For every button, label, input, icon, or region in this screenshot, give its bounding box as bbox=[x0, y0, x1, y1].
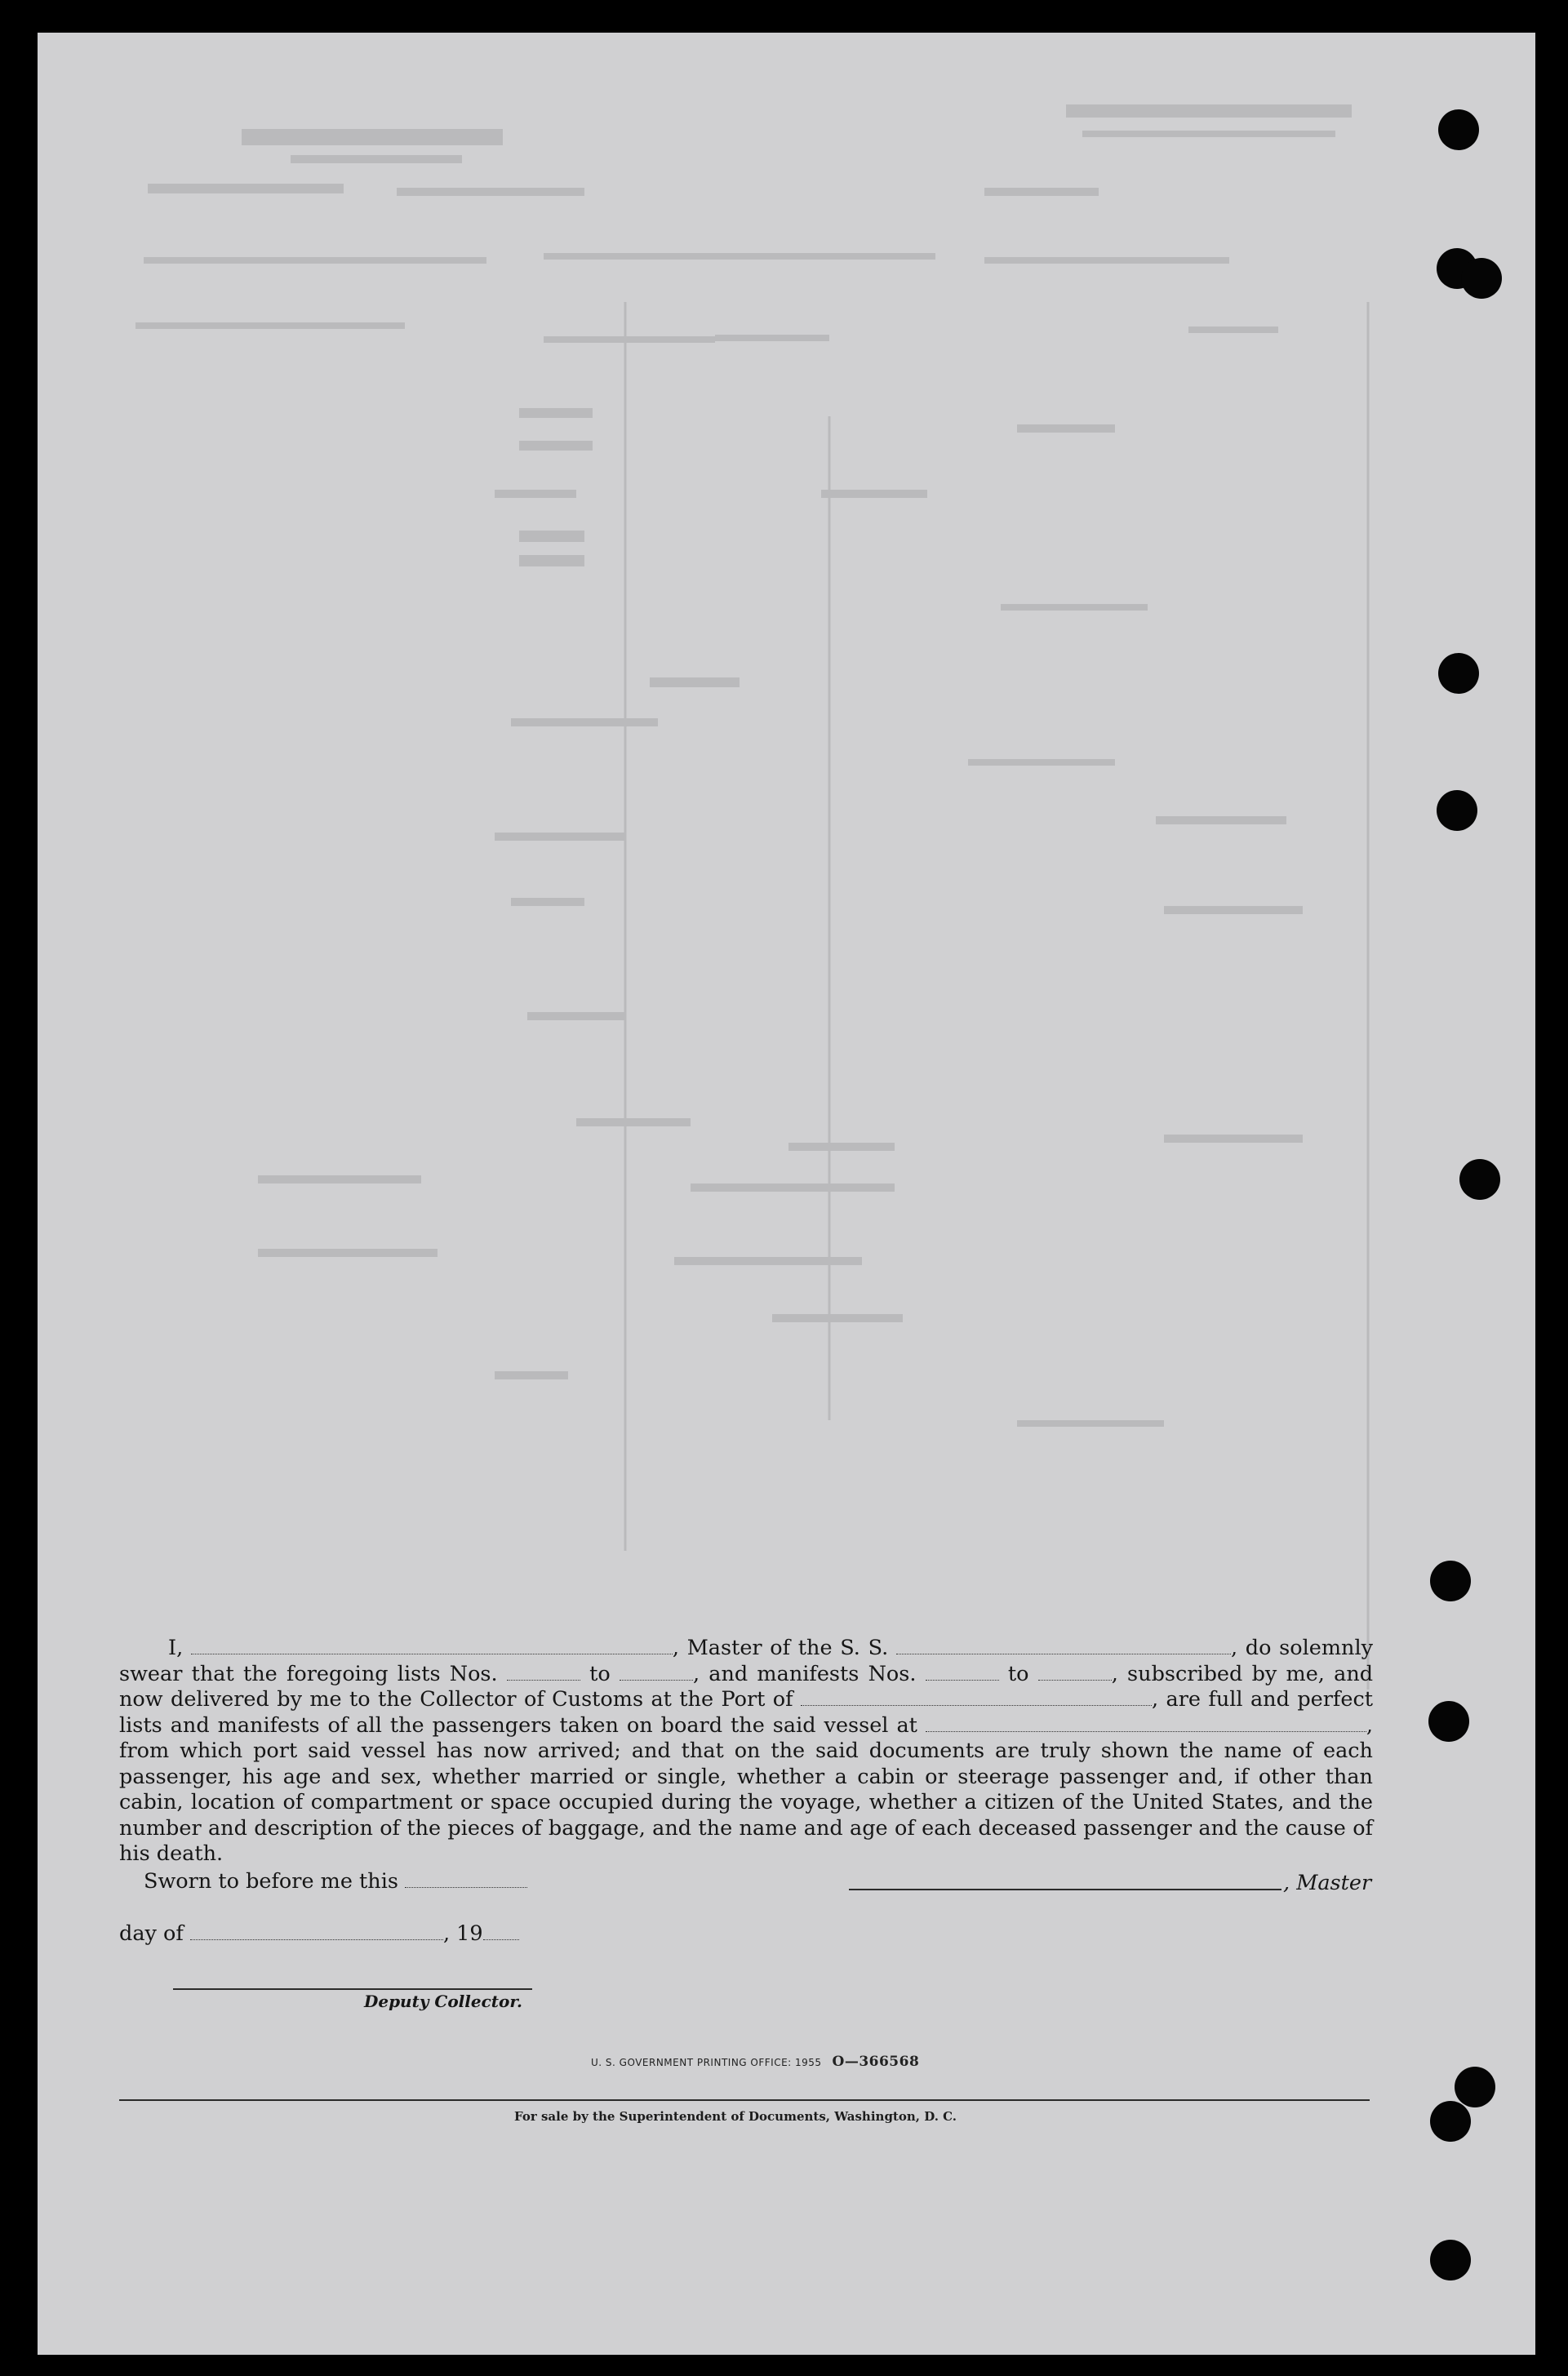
punch-hole-5 bbox=[1437, 790, 1477, 831]
port-of-arrival-field[interactable] bbox=[801, 1689, 1152, 1706]
punch-hole-8 bbox=[1428, 1701, 1469, 1742]
punch-hole-9 bbox=[1455, 2067, 1495, 2107]
year-field[interactable] bbox=[483, 1923, 519, 1940]
day-of-label: day of bbox=[119, 1921, 184, 1946]
form-page bbox=[38, 33, 1535, 2355]
oath-text-6: to bbox=[1007, 1661, 1029, 1686]
master-oath-paragraph bbox=[119, 1636, 1373, 1867]
master-signature-line[interactable] bbox=[849, 1889, 1281, 1890]
day-month-field[interactable] bbox=[190, 1923, 443, 1940]
day-of-row bbox=[119, 1921, 519, 1946]
sworn-label: Sworn to before me this bbox=[144, 1869, 398, 1894]
oath-text-3: , do solemnly swear that the foregoing lists Nos. bbox=[119, 1636, 1374, 1686]
manifests-to-field[interactable] bbox=[1038, 1663, 1112, 1681]
sworn-row bbox=[144, 1869, 527, 1894]
port-of-departure-field[interactable] bbox=[926, 1715, 1366, 1732]
printing-office-text: U. S. GOVERNMENT PRINTING OFFICE: 1955 bbox=[591, 2057, 822, 2068]
master-name-field[interactable] bbox=[191, 1637, 673, 1654]
footer-rule bbox=[119, 2099, 1370, 2101]
vessel-name-field[interactable] bbox=[896, 1637, 1231, 1654]
lists-to-field[interactable] bbox=[620, 1663, 693, 1681]
deputy-collector-label: Deputy Collector. bbox=[364, 1992, 523, 2011]
manifests-from-field[interactable] bbox=[926, 1663, 999, 1681]
lists-from-field[interactable] bbox=[507, 1663, 580, 1681]
oath-text-5: , and manifests Nos. bbox=[692, 1661, 917, 1686]
printing-office-imprint bbox=[591, 2054, 919, 2070]
oath-text-1: I, bbox=[168, 1636, 184, 1660]
punch-hole-1 bbox=[1438, 109, 1479, 150]
punch-hole-11 bbox=[1430, 2240, 1471, 2281]
punch-hole-10 bbox=[1430, 2101, 1471, 2142]
footer-sale-notice: For sale by the Superintendent of Documents, Washington, D. C. bbox=[514, 2109, 957, 2124]
master-label: , Master bbox=[1283, 1871, 1372, 1895]
deputy-signature-line[interactable] bbox=[173, 1988, 532, 1990]
oath-text-7: , subscribed by me, and now delivered by me to the Collector of Customs at the Port of bbox=[119, 1661, 1374, 1712]
punch-hole-6 bbox=[1459, 1159, 1500, 1200]
oath-text-8: , are full and perfect lists and manifests of all the passengers taken on board the said vessel at bbox=[119, 1687, 1373, 1738]
punch-hole-7 bbox=[1430, 1561, 1471, 1601]
oath-text-4: to bbox=[589, 1661, 611, 1686]
year-prefix: , 19 bbox=[442, 1921, 483, 1946]
oath-text-2: , Master of the S. S. bbox=[672, 1636, 889, 1660]
punch-hole-4 bbox=[1438, 653, 1479, 694]
sworn-day-field[interactable] bbox=[405, 1871, 527, 1888]
oath-text-9: , from which port said vessel has now arrived; and that on the said documents are truly shown the name of each passenger, his age and sex, whether married or single, whether a cabin or steerage passenger and, if other than cabin, location of compartment or space occupied during the voyage, whether a citizen of the United States, and the number and description of the pieces of baggage, and the name and age of each deceased passenger and the cause of his death. bbox=[119, 1712, 1373, 1866]
punch-hole-3 bbox=[1461, 258, 1502, 299]
print-number: O—366568 bbox=[832, 2054, 920, 2070]
